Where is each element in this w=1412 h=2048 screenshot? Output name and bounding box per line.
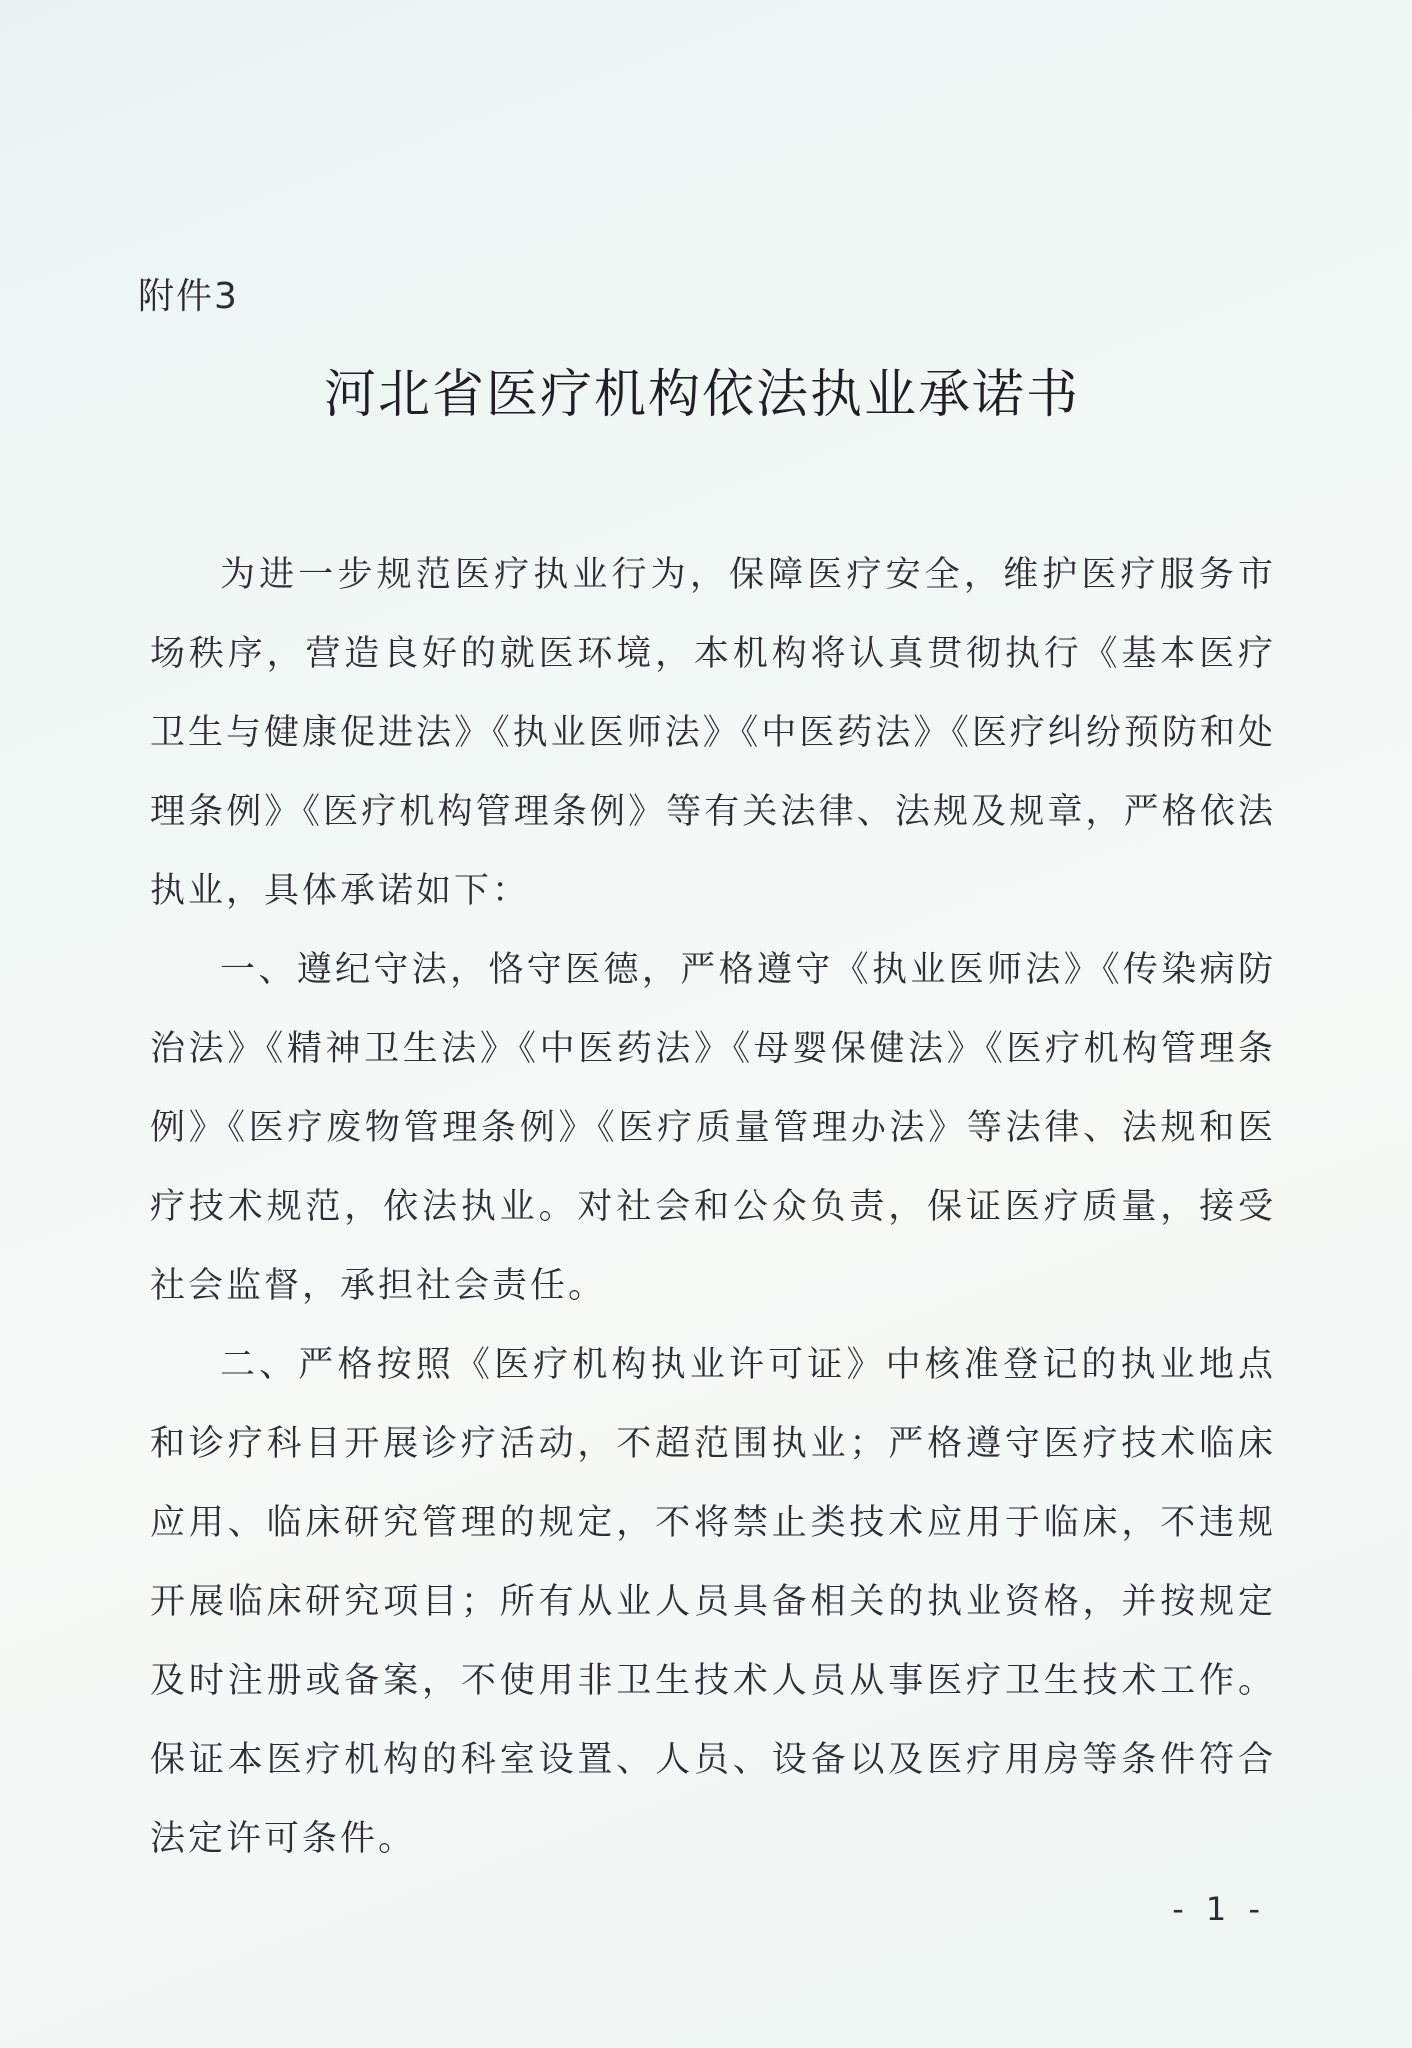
document-body	[150, 536, 1276, 1879]
paragraph-intro: 为进一步规范医疗执业行为，保障医疗安全，维护医疗服务市场秩序，营造良好的就医环境，本机构将认真贯彻执行《基本医疗卫生与健康促进法》《执业医师法》《中医药法》《医疗纠纷预防和处理条例》《医疗机构管理条例》等有关法律、法规及规章，严格依法执业，具体承诺如下：	[150, 555, 1276, 911]
page-number: - 1 -	[1172, 1890, 1266, 1928]
paragraph-commitment-1: 一、遵纪守法，恪守医德，严格遵守《执业医师法》《传染病防治法》《精神卫生法》《中医药法》《母婴保健法》《医疗机构管理条例》《医疗废物管理条例》《医疗质量管理办法》等法律、法规和医疗技术规范，依法执业。对社会和公众负责，保证医疗质量，接受社会监督，承担社会责任。	[150, 950, 1276, 1306]
attachment-label: 附件3	[138, 276, 239, 317]
document-title: 河北省医疗机构依法执业承诺书	[323, 365, 1080, 425]
paragraph-commitment-2: 二、严格按照《医疗机构执业许可证》中核准登记的执业地点和诊疗科目开展诊疗活动，不超范围执业；严格遵守医疗技术临床应用、临床研究管理的规定，不将禁止类技术应用于临床，不违规开展临床研究项目；所有从业人员具备相关的执业资格，并按规定及时注册或备案，不使用非卫生技术人员从事医疗卫生技术工作。保证本医疗机构的科室设置、人员、设备以及医疗用房等条件符合法定许可条件。	[150, 1345, 1276, 1859]
